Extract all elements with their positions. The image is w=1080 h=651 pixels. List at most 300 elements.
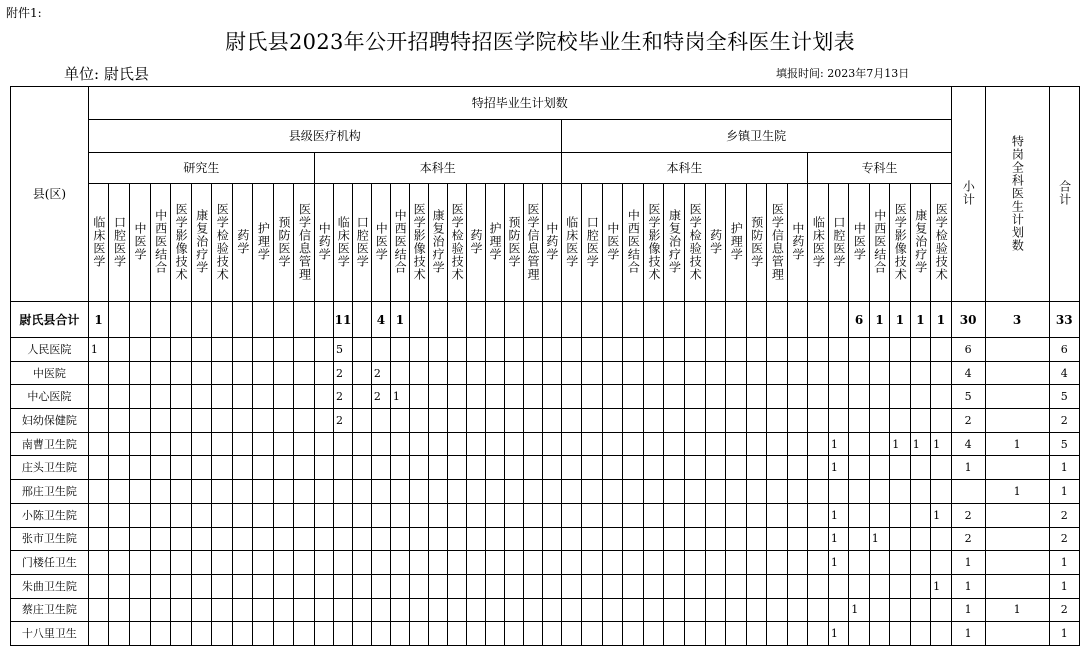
cell-special (985, 574, 1049, 598)
cell-value (767, 456, 788, 480)
cell-value (212, 527, 233, 551)
cell-value (890, 385, 910, 409)
cell-value (542, 622, 561, 646)
cell-value (664, 432, 685, 456)
major-label: 医学影像技术 (893, 202, 908, 281)
cell-subtotal: 1 (951, 598, 985, 622)
cell-value (664, 574, 685, 598)
cell-value (171, 432, 192, 456)
cell-value (253, 480, 274, 504)
cell-value (523, 480, 542, 504)
cell-value (910, 361, 930, 385)
cell-value (643, 361, 664, 385)
cell-value (253, 598, 274, 622)
cell-special (985, 622, 1049, 646)
header-special-gp-text: 特岗全科医生计划数 (1010, 134, 1025, 252)
cell-value (191, 574, 212, 598)
cell-value: 1 (890, 432, 910, 456)
cell-value (808, 598, 828, 622)
cell-value: 4 (371, 302, 390, 338)
cell-value (129, 361, 150, 385)
cell-value (428, 480, 447, 504)
cell-value (447, 338, 466, 362)
cell-value (787, 527, 808, 551)
cell-value (88, 409, 109, 433)
cell-value (447, 456, 466, 480)
cell-value (684, 598, 705, 622)
cell-value (849, 385, 869, 409)
cell-value (273, 574, 294, 598)
cell-value (129, 432, 150, 456)
cell-value (523, 409, 542, 433)
cell-value (705, 598, 726, 622)
major-header-college-3 (869, 184, 889, 302)
cell-special (985, 338, 1049, 362)
cell-value (88, 574, 109, 598)
cell-value (333, 527, 352, 551)
cell-value (787, 574, 808, 598)
cell-value (253, 409, 274, 433)
cell-value (352, 622, 371, 646)
cell-value (746, 385, 767, 409)
cell-value (273, 551, 294, 575)
cell-subtotal: 4 (951, 361, 985, 385)
row-name: 十八里卫生 (11, 622, 89, 646)
cell-value (787, 432, 808, 456)
cell-value (828, 361, 848, 385)
cell-value (371, 503, 390, 527)
cell-value (88, 385, 109, 409)
cell-value (705, 409, 726, 433)
cell-value (767, 551, 788, 575)
cell-value (828, 302, 848, 338)
cell-value (409, 338, 428, 362)
cell-value: 1 (828, 432, 848, 456)
cell-value (504, 361, 523, 385)
cell-value (150, 574, 171, 598)
cell-value (746, 302, 767, 338)
cell-value (643, 480, 664, 504)
cell-value (787, 598, 808, 622)
major-label: 中西医结合 (153, 209, 168, 274)
major-header-postgrad-0 (88, 184, 109, 302)
major-header-undergrad-11 (523, 184, 542, 302)
cell-value (428, 302, 447, 338)
cell-special: 1 (985, 432, 1049, 456)
cell-value (129, 302, 150, 338)
cell-value (333, 574, 352, 598)
cell-value (684, 456, 705, 480)
row-name: 庄头卫生院 (11, 456, 89, 480)
cell-value (504, 503, 523, 527)
cell-value (191, 551, 212, 575)
cell-value (726, 302, 747, 338)
cell-value (787, 385, 808, 409)
major-header-twn-undergrad-7 (705, 184, 726, 302)
cell-value (428, 361, 447, 385)
cell-value (890, 480, 910, 504)
cell-value: 1 (88, 338, 109, 362)
cell-value (191, 456, 212, 480)
cell-value (390, 622, 409, 646)
cell-value (232, 338, 253, 362)
cell-value (109, 622, 130, 646)
cell-value (428, 338, 447, 362)
cell-value (253, 456, 274, 480)
major-header-college-2 (849, 184, 869, 302)
cell-value (352, 503, 371, 527)
cell-value (582, 361, 603, 385)
cell-value (623, 574, 644, 598)
cell-value (582, 456, 603, 480)
cell-value (849, 551, 869, 575)
major-label: 中医学 (133, 222, 148, 261)
cell-value (726, 338, 747, 362)
cell-value (253, 574, 274, 598)
cell-value (808, 503, 828, 527)
cell-value (561, 527, 582, 551)
cell-value (212, 598, 233, 622)
cell-value (582, 432, 603, 456)
cell-value (869, 409, 889, 433)
cell-value (273, 432, 294, 456)
cell-value (602, 409, 623, 433)
cell-value (109, 361, 130, 385)
cell-value (523, 574, 542, 598)
table-row (11, 361, 1080, 385)
cell-value (109, 409, 130, 433)
cell-subtotal: 1 (951, 622, 985, 646)
major-header-undergrad-3 (371, 184, 390, 302)
cell-value (504, 302, 523, 338)
cell-value (582, 527, 603, 551)
major-label: 医学影像技术 (646, 202, 661, 281)
major-label: 预防医学 (506, 215, 521, 268)
major-label: 口腔医学 (585, 215, 600, 268)
table-row (11, 409, 1080, 433)
cell-value (371, 527, 390, 551)
cell-value (602, 598, 623, 622)
table-row (11, 503, 1080, 527)
cell-value (726, 551, 747, 575)
cell-value (808, 432, 828, 456)
cell-value (561, 432, 582, 456)
major-label: 中西医结合 (626, 209, 641, 274)
major-header-postgrad-8 (253, 184, 274, 302)
major-label: 口腔医学 (112, 215, 127, 268)
row-name: 蔡庄卫生院 (11, 598, 89, 622)
cell-value (485, 302, 504, 338)
major-label: 护理学 (729, 222, 744, 261)
cell-value (485, 574, 504, 598)
cell-value (409, 302, 428, 338)
cell-value (643, 622, 664, 646)
cell-value (643, 551, 664, 575)
cell-value (109, 432, 130, 456)
major-header-undergrad-4 (390, 184, 409, 302)
cell-value (561, 361, 582, 385)
cell-value (232, 480, 253, 504)
cell-value (109, 480, 130, 504)
cell-value (746, 456, 767, 480)
cell-value (869, 551, 889, 575)
major-header-college-5 (910, 184, 930, 302)
plan-table (10, 86, 1080, 646)
cell-value (371, 338, 390, 362)
cell-value (910, 409, 930, 433)
cell-value (390, 480, 409, 504)
cell-value (390, 551, 409, 575)
cell-value (705, 503, 726, 527)
cell-value (88, 551, 109, 575)
cell-value (561, 338, 582, 362)
cell-value (447, 480, 466, 504)
cell-value (466, 503, 485, 527)
cell-value (931, 409, 951, 433)
cell-value (808, 456, 828, 480)
major-label: 康复治疗学 (667, 209, 682, 274)
major-label: 康复治疗学 (194, 209, 209, 274)
cell-value (910, 598, 930, 622)
cell-value (523, 432, 542, 456)
cell-value (767, 598, 788, 622)
cell-value (849, 574, 869, 598)
cell-value (849, 432, 869, 456)
cell-value (828, 574, 848, 598)
cell-subtotal: 2 (951, 503, 985, 527)
cell-value (582, 302, 603, 338)
cell-special (985, 385, 1049, 409)
cell-value (542, 361, 561, 385)
cell-value (273, 409, 294, 433)
cell-value (523, 302, 542, 338)
cell-value (705, 432, 726, 456)
cell-value (808, 302, 828, 338)
cell-subtotal: 2 (951, 409, 985, 433)
cell-value (561, 503, 582, 527)
unit-value: 尉氏县 (103, 65, 149, 83)
cell-value (253, 551, 274, 575)
cell-value (523, 527, 542, 551)
cell-value: 1 (931, 432, 951, 456)
cell-value: 2 (371, 385, 390, 409)
cell-value (212, 432, 233, 456)
cell-total: 1 (1049, 622, 1079, 646)
cell-value (88, 527, 109, 551)
cell-value (623, 480, 644, 504)
cell-value (849, 456, 869, 480)
major-label: 中医学 (852, 222, 867, 261)
cell-value (602, 385, 623, 409)
major-label: 护理学 (256, 222, 271, 261)
cell-value (294, 456, 315, 480)
cell-value (726, 622, 747, 646)
cell-value (504, 409, 523, 433)
cell-value (726, 456, 747, 480)
cell-value (409, 622, 428, 646)
major-header-twn-undergrad-4 (643, 184, 664, 302)
cell-value: 1 (828, 551, 848, 575)
cell-value (808, 622, 828, 646)
cell-value (212, 338, 233, 362)
cell-value (726, 385, 747, 409)
table-total-row (11, 302, 1080, 338)
cell-value (315, 598, 334, 622)
cell-value (504, 456, 523, 480)
cell-value (664, 361, 685, 385)
cell-value (684, 551, 705, 575)
cell-value (315, 361, 334, 385)
cell-value (561, 574, 582, 598)
cell-value (705, 361, 726, 385)
major-header-college-4 (890, 184, 910, 302)
major-header-postgrad-2 (129, 184, 150, 302)
major-header-postgrad-7 (232, 184, 253, 302)
cell-value (705, 622, 726, 646)
major-label: 中药学 (790, 222, 805, 261)
major-label: 临床医学 (91, 215, 106, 268)
cell-value (212, 574, 233, 598)
cell-value (582, 622, 603, 646)
cell-value (931, 385, 951, 409)
cell-value (294, 551, 315, 575)
cell-value (746, 551, 767, 575)
cell-value (352, 480, 371, 504)
cell-value (109, 302, 130, 338)
row-name: 妇幼保健院 (11, 409, 89, 433)
cell-value (705, 385, 726, 409)
cell-value (561, 456, 582, 480)
cell-value (212, 409, 233, 433)
cell-value (828, 385, 848, 409)
major-header-postgrad-5 (191, 184, 212, 302)
major-header-undergrad-8 (466, 184, 485, 302)
cell-value (150, 622, 171, 646)
cell-value (602, 361, 623, 385)
table-row (11, 622, 1080, 646)
cell-value (315, 574, 334, 598)
cell-value (109, 598, 130, 622)
cell-value (371, 409, 390, 433)
cell-value (602, 551, 623, 575)
cell-value (171, 527, 192, 551)
cell-total: 4 (1049, 361, 1079, 385)
table-row (11, 551, 1080, 575)
cell-value (849, 480, 869, 504)
cell-value (428, 598, 447, 622)
cell-value (602, 503, 623, 527)
cell-value: 1 (390, 302, 409, 338)
cell-value (232, 432, 253, 456)
cell-value (485, 385, 504, 409)
cell-value (390, 574, 409, 598)
major-label: 临床医学 (811, 215, 826, 268)
cell-total: 1 (1049, 456, 1079, 480)
major-header-undergrad-2 (352, 184, 371, 302)
cell-value (447, 574, 466, 598)
cell-value (726, 527, 747, 551)
cell-value (684, 432, 705, 456)
cell-subtotal: 4 (951, 432, 985, 456)
cell-value: 1 (931, 503, 951, 527)
row-name: 南曹卫生院 (11, 432, 89, 456)
cell-value (88, 480, 109, 504)
cell-value (582, 551, 603, 575)
cell-value (890, 598, 910, 622)
cell-value (253, 361, 274, 385)
cell-subtotal: 1 (951, 574, 985, 598)
cell-value (294, 503, 315, 527)
fill-date-value: 2023年7月13日 (827, 67, 910, 80)
cell-value (726, 574, 747, 598)
cell-value (623, 409, 644, 433)
major-label: 临床医学 (336, 215, 351, 268)
cell-subtotal: 30 (951, 302, 985, 338)
major-label: 中药学 (317, 222, 332, 261)
cell-value (542, 527, 561, 551)
cell-value (561, 551, 582, 575)
cell-value (582, 480, 603, 504)
cell-value (890, 503, 910, 527)
cell-value (150, 361, 171, 385)
cell-value (232, 409, 253, 433)
cell-value (767, 503, 788, 527)
cell-value (664, 551, 685, 575)
cell-value (171, 338, 192, 362)
cell-value (582, 338, 603, 362)
page-title: 尉氏县2023年公开招聘特招医学院校毕业生和特岗全科医生计划表 (225, 30, 855, 54)
cell-total: 2 (1049, 409, 1079, 433)
cell-value (232, 361, 253, 385)
cell-value (88, 361, 109, 385)
cell-value (767, 302, 788, 338)
cell-value: 1 (869, 302, 889, 338)
cell-value (428, 456, 447, 480)
cell-value (746, 432, 767, 456)
cell-value (746, 409, 767, 433)
cell-value (664, 385, 685, 409)
cell-value (664, 503, 685, 527)
major-header-twn-undergrad-3 (623, 184, 644, 302)
cell-value (294, 480, 315, 504)
cell-value (485, 456, 504, 480)
cell-value (643, 432, 664, 456)
major-header-undergrad-5 (409, 184, 428, 302)
cell-value (684, 302, 705, 338)
cell-value (212, 622, 233, 646)
cell-value (352, 361, 371, 385)
cell-value (746, 338, 767, 362)
major-label: 药学 (469, 228, 484, 255)
cell-value (129, 338, 150, 362)
major-label: 预防医学 (276, 215, 291, 268)
cell-value (171, 598, 192, 622)
cell-total: 33 (1049, 302, 1079, 338)
cell-value (150, 302, 171, 338)
cell-value (191, 503, 212, 527)
cell-value (253, 622, 274, 646)
cell-value (447, 302, 466, 338)
major-header-postgrad-6 (212, 184, 233, 302)
cell-value (849, 361, 869, 385)
cell-value: 2 (371, 361, 390, 385)
cell-value (561, 480, 582, 504)
major-header-undergrad-7 (447, 184, 466, 302)
cell-value (910, 551, 930, 575)
cell-value (294, 527, 315, 551)
cell-value (664, 527, 685, 551)
cell-value (664, 409, 685, 433)
